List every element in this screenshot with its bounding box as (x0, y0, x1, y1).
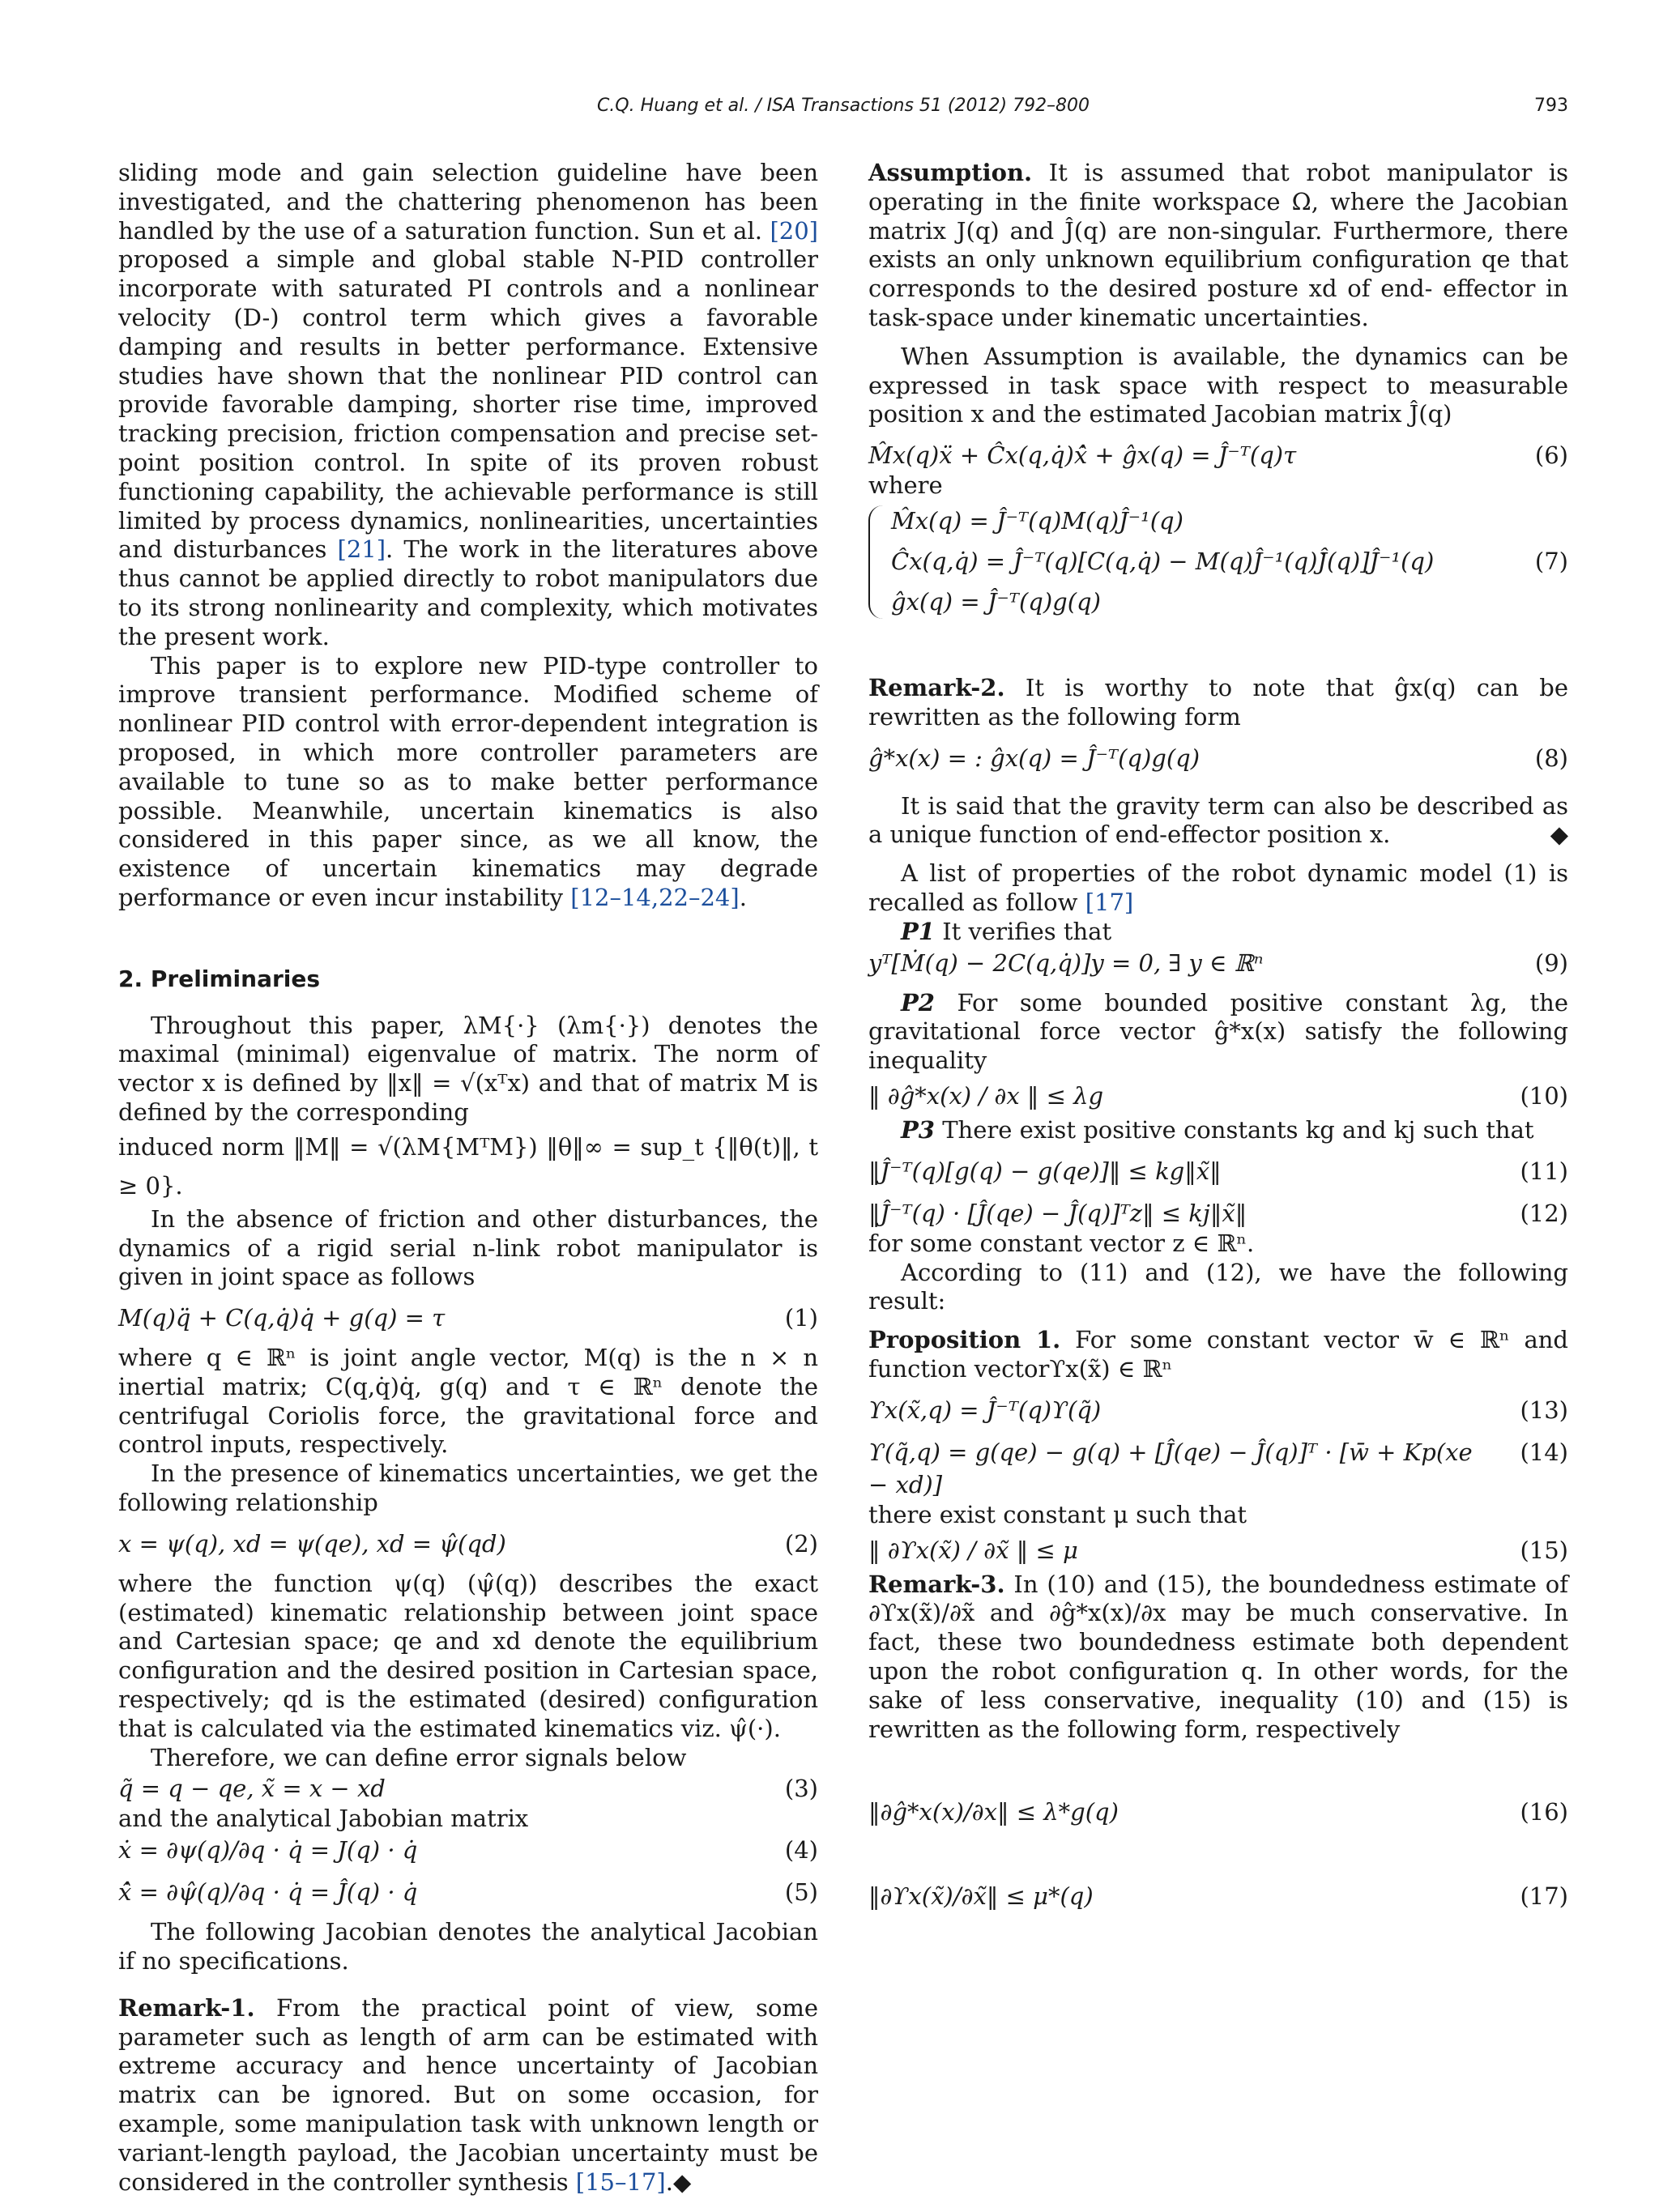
equation-5: x̂̇ = ∂ψ̂(q)/∂q · q̇ = Ĵ(q) · q̇ (5) (118, 1876, 818, 1908)
remark-label: Remark-2. (868, 673, 1005, 701)
equation-number: (8) (1534, 744, 1568, 772)
paragraph-following: The following Jacobian denotes the analytical Jacobian if no specifications. (118, 1918, 818, 1975)
paragraph-intro: sliding mode and gain selection guideline have been investigated, and the chattering phenomenon has been handled by the use of a saturation function. Sun et al. [20] proposed a simple and global stable N-PID controller incorporate with saturated PI controls and a nonlinear velocity (D-) control term which gives a favorable damping and results in better performance. Extensive studies have shown that the nonlinear PID control can provide favorable damping, shorter rise time, improved tracking precision, friction compensation and precise set-point position control. In spite of its proven robust functioning capability, the achievable performance is still limited by process dynamics, nonlinearities, uncertainties and disturbances [21]. The work in the literatures above thus cannot be applied directly to robot manipulators due to its strong nonlinearity and complexity, which motivates the present work. (118, 159, 818, 650)
end-of-remark-icon: ◆ (1550, 820, 1568, 849)
equation-15: ‖ ∂ϒx(x̃) / ∂x̃ ‖ ≤ μ (15) (868, 1530, 1568, 1571)
remark-3: Remark-3. In (10) and (15), the boundedness estimate of ∂ϒx(x̃)/∂x̃ and ∂ĝ*x(x)/∂x may be much conservative. In fact, these two boundedness estimate both dependent upon the robot configuration q. In other words, for the sake of less conservative, inequality (10) and (15) is rewritten as the following form, respectively (868, 1570, 1568, 1743)
paragraph-where-2: where the function ψ(q) (ψ̂(q)) describes the exact (estimated) kinematic relationship between joint space and Cartesian space; qe and xd denote the equilibrium configuration and the desired position in Cartesian space, respectively; qd is the estimated (desired) configuration that is calculated via the estimated kinematics viz. ψ̂(·). (118, 1569, 818, 1742)
equation-6: M̂x(q)ẍ + Ĉx(q,q̇)x̂̇ + ĝx(q) = Ĵ⁻ᵀ(q)τ (6) (868, 439, 1568, 471)
equation-number: (3) (784, 1775, 818, 1803)
equation-11: ‖Ĵ⁻ᵀ(q)[g(q) − g(qe)]‖ ≤ kg‖x̃‖ (11) (868, 1155, 1568, 1187)
left-column (118, 159, 818, 2197)
remark-2: Remark-2. It is worthy to note that ĝx(q) can be rewritten as the following form (868, 673, 1568, 731)
left-brace (868, 505, 888, 619)
paragraph-where-1: where q ∈ ℝⁿ is joint angle vector, M(q) is the n × n inertial matrix; C(q,q̇)q̇, g(q) and τ ∈ ℝⁿ denote the centrifugal Coriolis force, the gravitational force and control inputs, respectively. (118, 1344, 818, 1459)
property-label: P1 (901, 917, 935, 945)
paragraph-jacobian: and the analytical Jabobian matrix (118, 1805, 529, 1833)
equation-12: ‖Ĵ⁻ᵀ(q) · [Ĵ(qe) − Ĵ(q)]ᵀz‖ ≤ kj‖x̃‖ (12) (868, 1197, 1568, 1230)
equation-3: q̃ = q − qe, x̃ = x − xd (3) (118, 1772, 818, 1805)
page-header (118, 96, 1568, 128)
equation-number: (14) (1520, 1438, 1568, 1466)
running-head: C.Q. Huang et al. / ISA Transactions 51 (2012) 792–800 (596, 96, 1090, 116)
remark-label: Remark-3. (868, 1570, 1005, 1598)
paragraph-therefore: Therefore, we can define error signals below (151, 1743, 687, 1771)
equation-number: (11) (1520, 1157, 1568, 1185)
equation-13: ϒx(x̃,q) = Ĵ⁻ᵀ(q)ϒ(q̃) (13) (868, 1394, 1568, 1426)
equation-4: ẋ = ∂ψ(q)/∂q · q̇ = J(q) · q̇ (4) (118, 1834, 818, 1866)
where-label: where (868, 471, 943, 500)
paragraph-for-some: for some constant vector z ∈ ℝⁿ. (868, 1229, 1255, 1257)
equation-number: (2) (784, 1529, 818, 1558)
paragraph-properties: A list of properties of the robot dynamic model (1) is recalled as follow [17] (868, 859, 1568, 916)
remark-1: Remark-1. From the practical point of view, some parameter such as length of arm can be estimated with extreme accuracy and hence uncertainty of Jacobian matrix can be ignored. But on some occasion, for example, some manipulation task with unknown length or variant-length payload, the Jacobian uncertainty must be considered in the controller synthesis [15–17].◆ (118, 1993, 818, 2196)
equation-number: (13) (1520, 1396, 1568, 1424)
citation-link[interactable]: [17] (1085, 888, 1134, 916)
assumption-label: Assumption. (868, 159, 1033, 186)
equation-10: ‖ ∂ĝ*x(x) / ∂x ‖ ≤ λg (10) (868, 1076, 1568, 1116)
equation-16: ‖∂ĝ*x(x)/∂x‖ ≤ λ*g(q) (16) (868, 1796, 1568, 1828)
property-p3: P3 There exist positive constants kg and kj such that (901, 1115, 1534, 1144)
page-number: 793 (1534, 96, 1568, 116)
property-p2: P2 For some bounded positive constant λg, the gravitational force vector ĝ*x(x) satisfy the following inequality (868, 988, 1568, 1075)
paragraph-uncertainties: In the presence of kinematics uncertainties, we get the following relationship (118, 1460, 818, 1517)
citation-link[interactable]: [20] (770, 216, 818, 245)
paragraph-dynamics: In the absence of friction and other disturbances, the dynamics of a rigid serial n-link robot manipulator is given in joint space as follows (118, 1204, 818, 1291)
equation-number: (5) (784, 1878, 818, 1907)
paragraph-according: According to (11) and (12), we have the following result: (868, 1258, 1568, 1315)
property-p1: P1 It verifies that (901, 917, 1112, 945)
citation-link[interactable]: [12–14,22–24] (570, 883, 740, 911)
equation-number: (9) (1534, 948, 1568, 977)
equation-number: (16) (1520, 1798, 1568, 1826)
equation-17: ‖∂ϒx(x̃)/∂x̃‖ ≤ μ*(q) (17) (868, 1880, 1568, 1912)
equation-number: (4) (784, 1836, 818, 1865)
equation-1: M(q)q̈ + C(q,q̇)q̇ + g(q) = τ (1) (118, 1302, 818, 1334)
induced-norm-line: induced norm ‖M‖ = √(λM{MᵀM}) ‖θ‖∞ = sup_t {‖θ(t)‖, t ≥ 0}. (118, 1132, 818, 1200)
citation-link[interactable]: [21] (337, 535, 386, 564)
equation-number: (12) (1520, 1199, 1568, 1227)
equation-number: (10) (1520, 1081, 1568, 1110)
equation-number: (17) (1520, 1882, 1568, 1911)
paragraph-gravity: It is said that the gravity term can also be described as a unique function of end-effector position x. ◆ (868, 791, 1568, 849)
equation-number: (1) (784, 1304, 818, 1332)
equation-number: (15) (1520, 1536, 1568, 1564)
remark-label: Remark-1. (118, 1993, 255, 2022)
equation-number: (7) (1534, 547, 1568, 575)
assumption: Assumption. It is assumed that robot manipulator is operating in the finite workspace Ω, where the Jacobian matrix J(q) and Ĵ(q) are non-singular. Furthermore, there exists an only unknown equilibrium configuration qe that corresponds to the desired posture xd of end- effector in task-space under kinematic uncertainties. (868, 159, 1568, 331)
section-heading: 2. Preliminaries (118, 965, 321, 992)
equation-8: ĝ*x(x) = : ĝx(q) = Ĵ⁻ᵀ(q)g(q) (8) (868, 742, 1568, 774)
citation-link[interactable]: [15–17] (575, 2167, 666, 2196)
right-column (868, 159, 1568, 1912)
equation-7: M̂x(q) = Ĵ⁻ᵀ(q)M(q)Ĵ⁻¹(q) Ĉx(q,q̇) = Ĵ⁻ᵀ(q)[C(q,q̇) − M(q)Ĵ⁻¹(q)Ĵ̇(q)]Ĵ⁻¹(q) ĝx(q) = Ĵ⁻ᵀ(q)g(q) (7) (868, 501, 1568, 622)
equation-number: (6) (1534, 441, 1568, 470)
property-label: P3 (901, 1115, 935, 1144)
paragraph-task-space: When Assumption is available, the dynamics can be expressed in task space with respect to measurable position x and the estimated Jacobian matrix Ĵ(q) (868, 342, 1568, 428)
property-label: P2 (901, 988, 935, 1016)
paragraph-explore: This paper is to explore new PID-type controller to improve transient performance. Modified scheme of nonlinear PID control with error-dependent integration is proposed, in which more controller parameters are available to tune so as to make better performance possible. Meanwhile, uncertain kinematics is also considered in this paper since, as we all know, the existence of uncertain kinematics may degrade performance or even incur instability [12–14,22–24]. (118, 651, 818, 911)
proposition-label: Proposition 1. (868, 1326, 1061, 1354)
proposition-1: Proposition 1. For some constant vector w̄ ∈ ℝⁿ and function vectorϒx(x̃) ∈ ℝⁿ (868, 1326, 1569, 1383)
paragraph-there-exist: there exist constant μ such that (868, 1500, 1247, 1528)
equation-9: yᵀ[Ṁ(q) − 2C(q,q̇)]y = 0, ∃ y ∈ ℝⁿ (9) (868, 947, 1568, 979)
equation-14: ϒ(q̃,q) = g(qe) − g(q) + [Ĵ(qe) − Ĵ(q)]ᵀ · [w̄ + Kp(xe − xd)] (14) (868, 1436, 1568, 1501)
equation-2: x = ψ(q), xd = ψ(qe), xd = ψ̂(qd) (2) (118, 1528, 818, 1560)
paragraph-notation: Throughout this paper, λM{·} (λm{·}) denotes the maximal (minimal) eigenvalue of matrix. The norm of vector x is defined by ‖x‖ = √(xᵀx) and that of matrix M is defined by the corresponding (118, 1011, 818, 1126)
